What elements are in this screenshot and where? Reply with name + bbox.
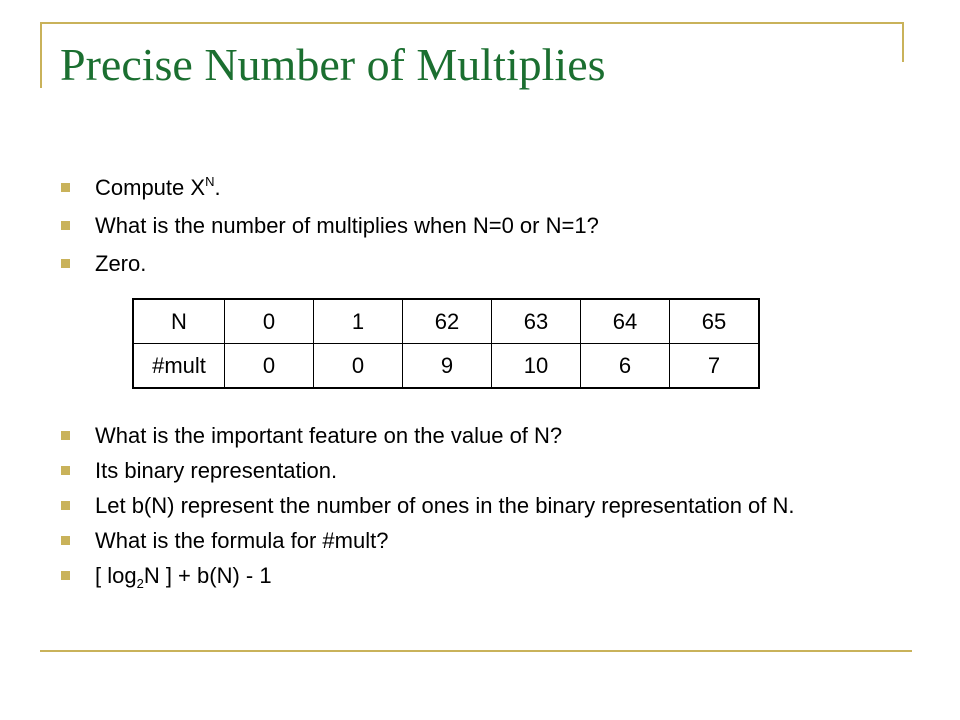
table-cell: 1 <box>314 299 403 344</box>
frame-line-left <box>40 22 42 88</box>
square-bullet-icon <box>61 431 70 440</box>
table-cell: 6 <box>581 344 670 389</box>
table-cell: 7 <box>670 344 760 389</box>
table-cell: 63 <box>492 299 581 344</box>
table-cell: 65 <box>670 299 760 344</box>
table-cell: 0 <box>225 344 314 389</box>
table-cell: 9 <box>403 344 492 389</box>
bullet-list-top <box>60 176 900 290</box>
bullet-text: What is the formula for #mult? <box>95 528 389 553</box>
square-bullet-icon <box>61 259 70 268</box>
bullet-item-compute <box>60 176 900 200</box>
square-bullet-icon <box>61 536 70 545</box>
formula-text: [ log <box>95 563 137 588</box>
table-cell: 62 <box>403 299 492 344</box>
square-bullet-icon <box>61 221 70 230</box>
table-row <box>133 344 759 389</box>
slide-title: Precise Number of Multiplies <box>60 39 606 90</box>
bullet-item-formula-question <box>60 529 900 553</box>
frame-line-top <box>40 22 904 24</box>
bullet-item-formula <box>60 563 900 591</box>
table-cell: 0 <box>225 299 314 344</box>
bullet-item-binary <box>60 459 900 483</box>
table-row-header: N <box>133 299 225 344</box>
table-cell: 10 <box>492 344 581 389</box>
bullet-text: What is the number of multiplies when N=0 or N=1? <box>95 213 599 238</box>
multiplies-table <box>132 298 760 389</box>
subscript: 2 <box>136 576 144 591</box>
bullet-item-question <box>60 214 900 238</box>
bullet-list-bottom <box>60 424 900 599</box>
bullet-text: Its binary representation. <box>95 458 338 483</box>
square-bullet-icon <box>61 466 70 475</box>
table-cell: 0 <box>314 344 403 389</box>
square-bullet-icon <box>61 571 70 580</box>
square-bullet-icon <box>61 501 70 510</box>
table-cell: 64 <box>581 299 670 344</box>
bullet-text: Compute X <box>95 175 206 200</box>
formula-text-suffix: N ] + b(N) - 1 <box>143 563 272 588</box>
frame-line-bottom <box>40 650 912 652</box>
square-bullet-icon <box>61 183 70 192</box>
table-row <box>133 299 759 344</box>
bullet-text: Zero. <box>95 251 147 276</box>
bullet-text-suffix: . <box>214 175 221 200</box>
superscript: N <box>205 174 215 189</box>
bullet-text: What is the important feature on the value of N? <box>95 423 563 448</box>
bullet-item-answer <box>60 252 900 276</box>
table-row-header: #mult <box>133 344 225 389</box>
frame-line-right <box>902 22 904 62</box>
bullet-item-definition <box>60 494 900 518</box>
bullet-item-feature-question <box>60 424 900 448</box>
bullet-text: Let b(N) represent the number of ones in the binary representation of N. <box>95 493 795 518</box>
